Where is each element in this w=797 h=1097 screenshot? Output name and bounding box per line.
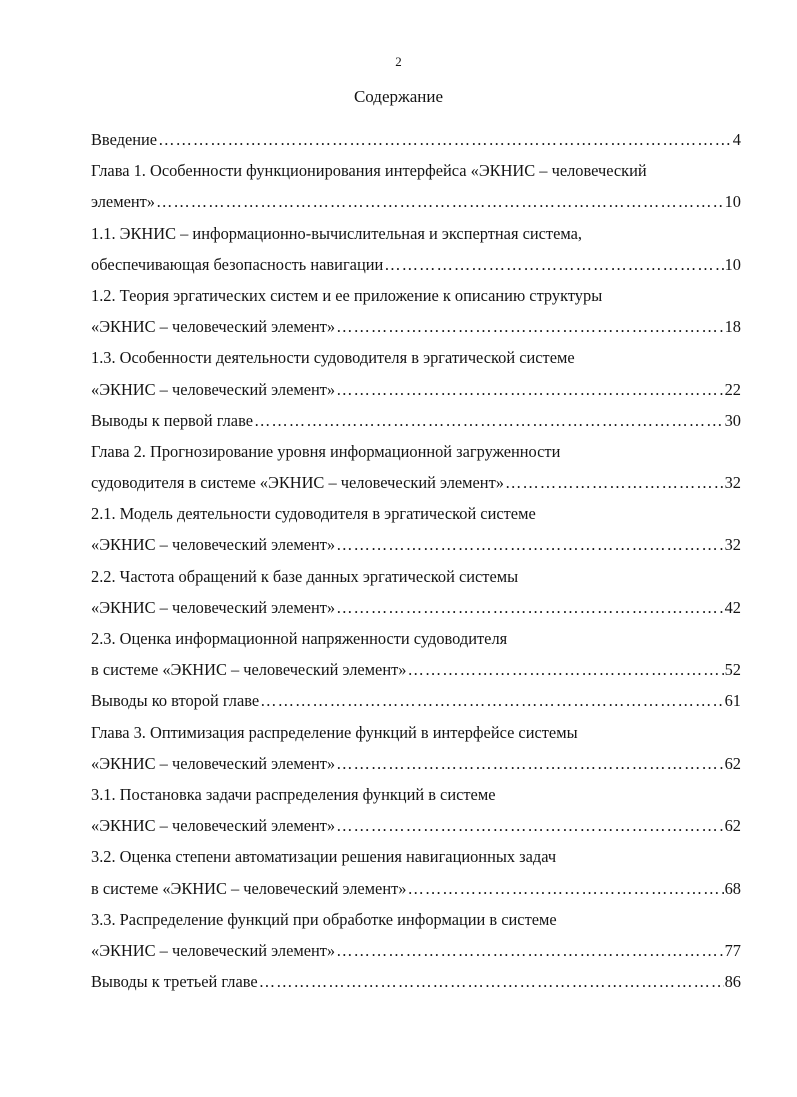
- toc-entry-text: Глава 1. Особенности функционирования интерфейса «ЭКНИС – человеческий: [91, 161, 647, 181]
- toc-entry-line: [91, 436, 741, 467]
- toc-entry-line: [91, 717, 741, 748]
- toc-entry-line: [91, 155, 741, 186]
- toc-entry-text: Выводы ко второй главе: [91, 691, 260, 711]
- toc-entry-text: Выводы к третьей главе: [91, 972, 258, 992]
- toc-page-number: 61: [724, 691, 741, 711]
- toc-entry-line: [91, 841, 741, 872]
- toc-entry-line: [91, 810, 741, 841]
- dot-leader: [336, 374, 723, 405]
- toc-entry-text: «ЭКНИС – человеческий элемент»: [91, 535, 336, 555]
- toc-page-number: 30: [724, 410, 741, 430]
- toc-page-number: 62: [724, 753, 741, 773]
- toc-entry-text: судоводителя в системе «ЭКНИС – человеческий элемент»: [91, 473, 504, 493]
- dot-leader: [158, 124, 732, 155]
- toc-entry-line: [91, 779, 741, 810]
- toc-entry-text: «ЭКНИС – человеческий элемент»: [91, 816, 336, 836]
- toc-entry-text: Выводы к первой главе: [91, 410, 254, 430]
- toc-entry-line: [91, 280, 741, 311]
- toc-entry-text: 3.3. Распределение функций при обработке информации в системе: [91, 909, 557, 929]
- toc-entry-text: «ЭКНИС – человеческий элемент»: [91, 753, 336, 773]
- toc-entry-line: [91, 529, 741, 560]
- toc-title: Содержание: [353, 87, 444, 106]
- toc-entry-text: 3.2. Оценка степени автоматизации решения навигационных задач: [91, 847, 557, 867]
- toc-page-number: 32: [724, 473, 741, 493]
- toc-entry-text: 1.3. Особенности деятельности судоводителя в эргатической системе: [91, 348, 575, 368]
- dot-leader: [156, 186, 724, 217]
- toc-entry-line: [91, 966, 741, 997]
- toc-entry-line: [91, 748, 741, 779]
- table-of-contents: [91, 124, 741, 997]
- toc-page-number: 86: [724, 972, 741, 992]
- toc-entry-text: обеспечивающая безопасность навигации: [91, 254, 384, 274]
- toc-page-number: 77: [724, 940, 741, 960]
- toc-entry-text: «ЭКНИС – человеческий элемент»: [91, 597, 336, 617]
- dot-leader: [336, 748, 723, 779]
- toc-entry-text: 1.1. ЭКНИС – информационно-вычислительная и экспертная система,: [91, 223, 582, 243]
- dot-leader: [384, 249, 723, 280]
- toc-entry-line: [91, 561, 741, 592]
- dot-leader: [336, 311, 723, 342]
- toc-entry-line: [91, 873, 741, 904]
- toc-entry-text: в системе «ЭКНИС – человеческий элемент»: [91, 660, 407, 680]
- dot-leader: [505, 467, 724, 498]
- toc-entry-text: «ЭКНИС – человеческий элемент»: [91, 940, 336, 960]
- toc-entry-line: [91, 124, 741, 155]
- toc-entry-line: [91, 342, 741, 373]
- dot-leader: [260, 685, 723, 716]
- toc-entry-text: 2.2. Частота обращений к базе данных эргатической системы: [91, 566, 519, 586]
- toc-entry-line: [91, 592, 741, 623]
- toc-entry-line: [91, 935, 741, 966]
- toc-entry-line: [91, 467, 741, 498]
- toc-page-number: 62: [724, 816, 741, 836]
- toc-entry-line: [91, 249, 741, 280]
- toc-entry-text: 3.1. Постановка задачи распределения функций в системе: [91, 784, 496, 804]
- toc-page-number: 18: [724, 317, 741, 337]
- toc-page-number: 10: [724, 254, 741, 274]
- dot-leader: [259, 966, 724, 997]
- toc-page-number: 10: [724, 192, 741, 212]
- toc-entry-text: 1.2. Теория эргатических систем и ее приложение к описанию структуры: [91, 285, 603, 305]
- toc-page-number: 22: [724, 379, 741, 399]
- toc-entry-text: элемент»: [91, 192, 155, 212]
- toc-entry-line: [91, 685, 741, 716]
- toc-page-number: 42: [724, 597, 741, 617]
- toc-entry-line: [91, 654, 741, 685]
- toc-entry-line: [91, 374, 741, 405]
- toc-entry-line: [91, 218, 741, 249]
- toc-entry-text: «ЭКНИС – человеческий элемент»: [91, 379, 336, 399]
- toc-entry-text: 2.3. Оценка информационной напряженности судоводителя: [91, 629, 508, 648]
- toc-entry-text: Введение: [91, 130, 158, 149]
- toc-page-number: 4: [732, 130, 741, 149]
- toc-entry-text: «ЭКНИС – человеческий элемент»: [91, 317, 336, 337]
- dot-leader: [336, 935, 723, 966]
- page-number: 2: [395, 54, 402, 69]
- toc-page-number: 68: [724, 878, 741, 898]
- toc-entry-line: [91, 311, 741, 342]
- dot-leader: [336, 529, 723, 560]
- dot-leader: [254, 405, 724, 436]
- toc-entry-line: [91, 405, 741, 436]
- dot-leader: [336, 810, 723, 841]
- toc-entry-text: в системе «ЭКНИС – человеческий элемент»: [91, 878, 407, 898]
- toc-entry-line: [91, 623, 741, 654]
- toc-entry-text: Глава 3. Оптимизация распределение функций в интерфейсе системы: [91, 722, 578, 742]
- toc-entry-text: 2.1. Модель деятельности судоводителя в эргатической системе: [91, 504, 536, 524]
- toc-page-number: 52: [724, 660, 741, 680]
- toc-page-number: 32: [724, 535, 741, 555]
- dot-leader: [407, 654, 723, 685]
- toc-entry-line: [91, 498, 741, 529]
- dot-leader: [407, 873, 723, 904]
- toc-entry-text: Глава 2. Прогнозирование уровня информационной загруженности: [91, 441, 561, 461]
- toc-entry-line: [91, 904, 741, 935]
- toc-entry-line: [91, 186, 741, 217]
- dot-leader: [336, 592, 723, 623]
